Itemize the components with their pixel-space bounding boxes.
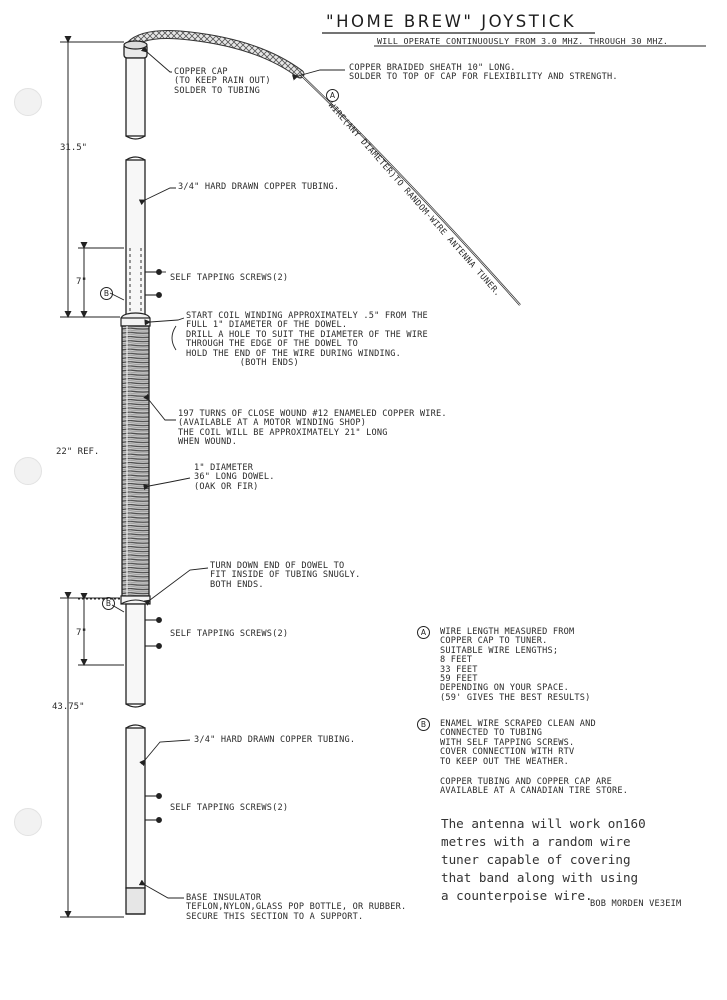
label-braided-sheath: COPPER BRAIDED SHEATH 10" LONG. SOLDER TO TOP OF CAP FOR FLEXIBILITY AND STRENGTH. <box>349 63 618 83</box>
dim-bottom-section: 43.75" <box>52 702 85 712</box>
marker-b-top: B <box>100 287 113 300</box>
dim-coil-length: 22" REF. <box>56 447 100 457</box>
marker-b-bottom: B <box>102 597 115 610</box>
dimension-lines <box>60 42 124 917</box>
label-screws-bottom: SELF TAPPING SCREWS(2) <box>170 803 289 813</box>
base-insulator <box>126 888 145 914</box>
label-copper-cap: COPPER CAP (TO KEEP RAIN OUT) SOLDER TO TUBING <box>174 67 271 96</box>
copper-cap <box>124 41 147 58</box>
note-b: ENAMEL WIRE SCRAPED CLEAN AND CONNECTED TO TUBING WITH SELF TAPPING SCREWS. COVER CONNECTION WITH RTV TO KEEP OUT THE WEATHER. <box>440 719 596 767</box>
label-screws-top: SELF TAPPING SCREWS(2) <box>170 273 289 283</box>
label-coil-start: START COIL WINDING APPROXIMATELY .5" FROM THE FULL 1" DIAMETER OF THE DOWEL. DRILL A HOLE TO SUIT THE DIAMETER OF THE WIRE THROUGH THE EDGE OF THE DOWEL TO HOLD THE END OF THE WIRE DURING WINDING. (BOTH ENDS) <box>186 311 428 369</box>
note-a-marker: A <box>417 626 430 639</box>
marker-a-wire: A <box>326 89 339 102</box>
label-wire-to-tuner: WIRE(ANY DIAMETER)TO RANDOM-WIRE ANTENNA TUNER. <box>326 100 504 299</box>
label-lower-tubing: 3/4" HARD DRAWN COPPER TUBING. <box>194 735 356 745</box>
label-coil-turns: 197 TURNS OF CLOSE WOUND #12 ENAMELED COPPER WIRE. (AVAILABLE AT A MOTOR WINDING SHOP) THE COIL WILL BE APPROXIMATELY 21" LONG WHEN WOUND. <box>178 409 447 448</box>
drawing-subtitle: WILL OPERATE CONTINUOUSLY FROM 3.0 MHZ. THROUGH 30 MHZ. <box>377 36 669 46</box>
upper-tubing <box>126 58 145 316</box>
label-upper-tubing: 3/4" HARD DRAWN COPPER TUBING. <box>178 182 340 192</box>
author-credit: BOB MORDEN VE3EIM <box>590 899 682 909</box>
dim-top-section: 31.5" <box>60 143 88 153</box>
dim-upper-overlap: 7" <box>76 277 87 287</box>
note-typed: The antenna will work on160 metres with a random wire tuner capable of covering that band along with using a counterpoise wire. <box>441 816 646 903</box>
note-b-marker: B <box>417 718 430 731</box>
lower-tubing <box>126 604 145 888</box>
coil-winding <box>122 326 149 596</box>
label-turn-down: TURN DOWN END OF DOWEL TO FIT INSIDE OF TUBING SNUGLY. BOTH ENDS. <box>210 561 361 590</box>
note-a: WIRE LENGTH MEASURED FROM COPPER CAP TO TUNER. SUITABLE WIRE LENGTHS; 8 FEET 33 FEET 59 FEET DEPENDING ON YOUR SPACE. (59' GIVES THE BEST RESULTS) <box>440 627 591 703</box>
label-base-insulator: BASE INSULATOR TEFLON,NYLON,GLASS POP BOTTLE, OR RUBBER. SECURE THIS SECTION TO A SUPPORT. <box>186 893 407 922</box>
drawing-title: "HOME BREW" JOYSTICK <box>326 12 577 31</box>
label-screws-mid: SELF TAPPING SCREWS(2) <box>170 629 289 639</box>
note-availability: COPPER TUBING AND COPPER CAP ARE AVAILABLE AT A CANADIAN TIRE STORE. <box>440 777 629 797</box>
dim-lower-overlap: 7" <box>76 628 87 638</box>
label-dowel: 1" DIAMETER 36" LONG DOWEL. (OAK OR FIR) <box>194 463 275 492</box>
